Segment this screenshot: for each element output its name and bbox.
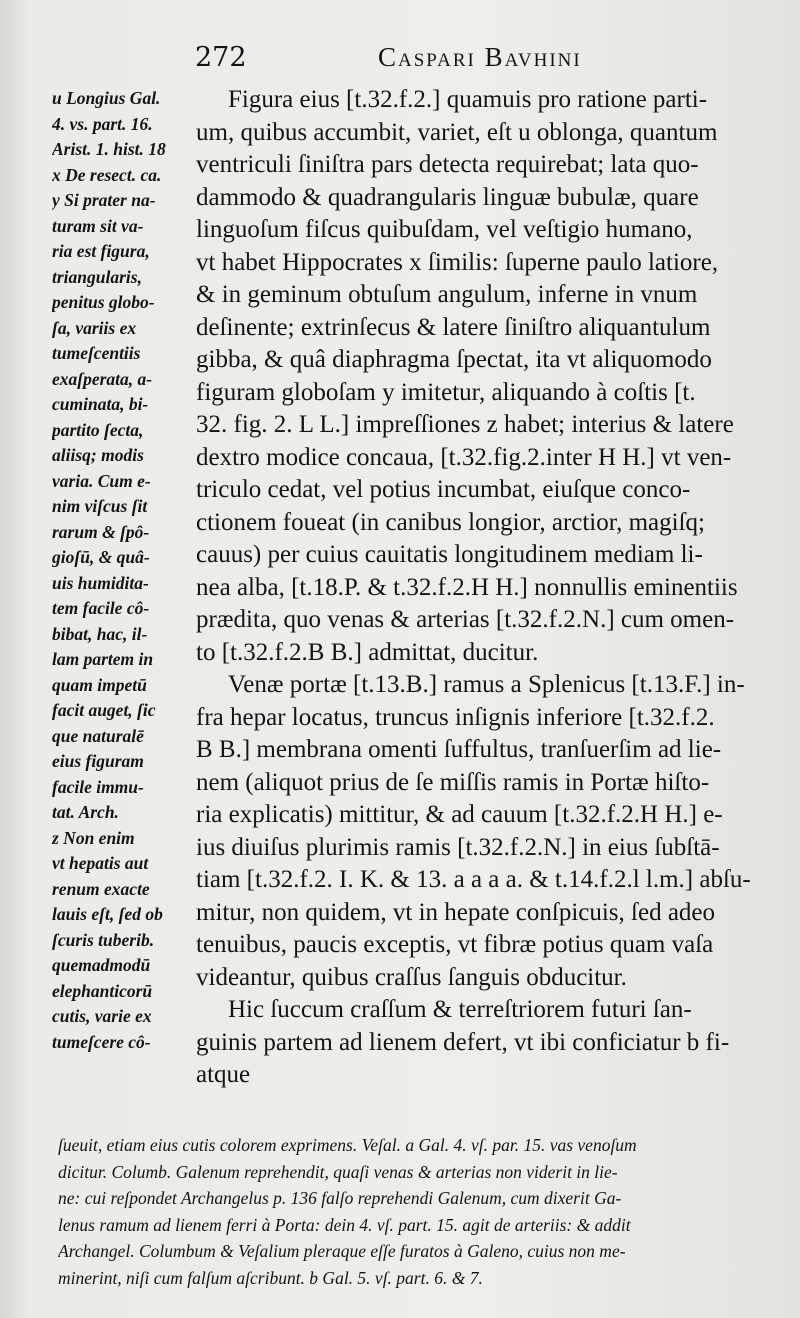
text-line: dammodo & quadrangularis linguæ bubulæ, quare [196,183,699,211]
margin-note-line: elephanticorū [52,980,153,1001]
text-line: linguoſum fiſcus quibuſdam, vel veſtigio humano, [196,216,693,243]
margin-note-line: ſa, variis ex [52,317,137,338]
footnotes-block [58,1132,798,1291]
margin-note-line: partito ſecta, [52,419,144,440]
text-line: atque [196,1061,251,1088]
main-text-block [196,84,796,1092]
margin-note-line: facit auget, ſic [52,700,156,720]
text-line: to [t.32.f.2.B B.] admittat, ducitur. [196,638,539,666]
margin-note-line: 4. vs. part. 16. [52,113,153,134]
text-line: Hic ſuccum craſſum & terreſtriorem futuri ſan- [228,996,692,1023]
footnote-line: minerint, niſi cum falſum aſcribunt. b Gal. 5. vſ. part. 6. & 7. [58,1267,483,1288]
margin-note-line: renum exacte [52,878,150,899]
margin-note-line: vt hepatis aut [52,853,149,873]
margin-note-line: quemadmodū [52,955,151,975]
margin-note-line: rarum & ſpô- [52,521,150,542]
footnote-line: ne: cui reſpondet Archangelus p. 136 falſo reprehendi Galenum, cum dixerit Ga- [58,1188,622,1208]
margin-note-line: lam partem in [52,649,154,669]
page-header [0,42,800,82]
margin-note-line: tem facile cô- [52,598,150,618]
text-line: guinis partem ad lienem defert, vt ibi conficiatur b fi- [196,1028,730,1056]
margin-note-line: bibat, hac, il- [52,623,148,644]
margin-note-line: y Si prater na- [52,190,156,210]
text-line: ria explicatis) mittitur, & ad cauum [t.32.f.2.H H.] e- [196,801,723,828]
margin-note-line: z Non enim [52,827,135,848]
margin-note-line: nim viſcus ſit [52,496,148,516]
margin-note-line: tumeſcentiis [52,343,141,363]
margin-note-line: gioſū, & quâ- [52,547,150,567]
footnote-line: dicitur. Columb. Galenum reprehendit, quaſi venas & arterias non viderit in lie- [58,1161,618,1182]
text-line: 32. fig. 2. L L.] impreſſiones z habet; interius & latere [196,411,734,438]
margin-note-line: tat. Arch. [52,802,119,822]
margin-note-line: Arist. 1. hist. 18 [52,139,166,159]
text-line: mitur, non quidem, vt in hepate conſpicuis, ſed adeo [196,898,716,926]
text-line: prædita, quo venas & arterias [t.32.f.2.N.] cum omen- [196,606,735,633]
text-line: ventriculi ſiniſtra pars detecta requirebat; lata quo- [196,151,699,178]
text-line: gibba, & quâ diaphragma ſpectat, ita vt aliquomodo [196,346,712,373]
footnote-line: Archangel. Columbum & Veſalium pleraque eſſe furatos à Galeno, cuius non me- [58,1241,626,1261]
text-line: deſinente; extrinſecus & latere ſiniſtro aliquantulum [196,313,711,341]
margin-note-line: tumeſcere cô- [52,1031,151,1052]
margin-note-line: eius figuram [52,751,144,771]
margin-note-line: varia. Cum e- [52,470,151,491]
text-line: Venæ portæ [t.13.B.] ramus a Splenicus [t.13.F.] in- [228,671,745,698]
text-line: dextro modice concaua, [t.32.fig.2.inter H H.] vt ven- [196,443,732,471]
text-line: triculo cedat, vel potius incumbat, eiuſque conco- [196,476,691,503]
text-line: tenuibus, paucis exceptis, vt fibræ potius quam vaſa [196,931,714,958]
page-number: 272 [195,42,247,73]
margin-note-line: ſcuris tuberib. [52,929,155,950]
text-line: fra hepar locatus, truncus inſignis inferiore [t.32.f.2. [196,703,715,731]
margin-note-line: que naturalē [52,725,144,746]
margin-note-line: uis humidita- [52,572,149,593]
footnote-line: lenus ramum ad lienem ferri à Porta: dein 4. vſ. part. 15. agit de arteriis: & addit [58,1214,631,1235]
margin-note-line: exaſperata, a- [52,368,153,389]
margin-note-line: triangularis, [52,266,142,287]
text-line: nea alba, [t.18.P. & t.32.f.2.H H.] nonnullis eminentiis [196,573,738,601]
text-line: nem (aliquot prius de ſe miſſis ramis in Portæ hiſto- [196,768,710,796]
text-line: Figura eius [t.32.f.2.] quamuis pro ratione parti- [228,86,708,113]
text-line: & in geminum obtuſum angulum, inferne in vnum [196,281,698,308]
margin-note-line: lauis eſt, ſed ob [52,904,163,924]
running-head: Caspari Bavhini [378,42,582,72]
margin-note-line: quam impetū [52,674,147,695]
margin-note-line: ria est figura, [52,241,150,261]
margin-note-line: turam sit va- [52,215,144,236]
margin-note-line: facile immu- [52,776,144,797]
text-line: figuram globoſam y imitetur, aliquando à coſtis [t. [196,378,696,406]
text-line: videantur, quibus craſſus ſanguis obducitur. [196,963,627,991]
margin-notes [52,86,194,1055]
margin-note-line: cutis, varie ex [52,1006,152,1026]
text-line: ctionem foueat (in canibus longior, arctior, magiſq; [196,508,705,536]
text-line: cauus) per cuius cauitatis longitudinem mediam li- [196,541,703,568]
text-line: ius diuiſus plurimis ramis [t.32.f.2.N.] in eius ſubſtā- [196,833,720,861]
text-line: tiam [t.32.f.2. I. K. & 13. a a a a. & t.14.f.2.l l.m.] abſu- [196,866,751,893]
margin-note-line: u Longius Gal. [52,88,161,108]
footnote-line: ſueuit, etiam eius cutis colorem exprimens. Veſal. a Gal. 4. vſ. par. 15. vas venoſum [58,1135,637,1155]
margin-note-line: x De resect. ca. [52,164,162,185]
margin-note-line: penitus globo- [52,292,155,312]
margin-note-line: aliisq; modis [52,445,144,465]
text-line: um, quibus accumbit, variet, eſt u oblonga, quantum [196,118,718,146]
margin-note-line: cuminata, bi- [52,394,149,414]
text-line: B B.] membrana omenti ſuffultus, tranſuerſim ad lie- [196,736,722,763]
text-line: vt habet Hippocrates x ſimilis: ſuperne paulo latiore, [196,248,719,276]
